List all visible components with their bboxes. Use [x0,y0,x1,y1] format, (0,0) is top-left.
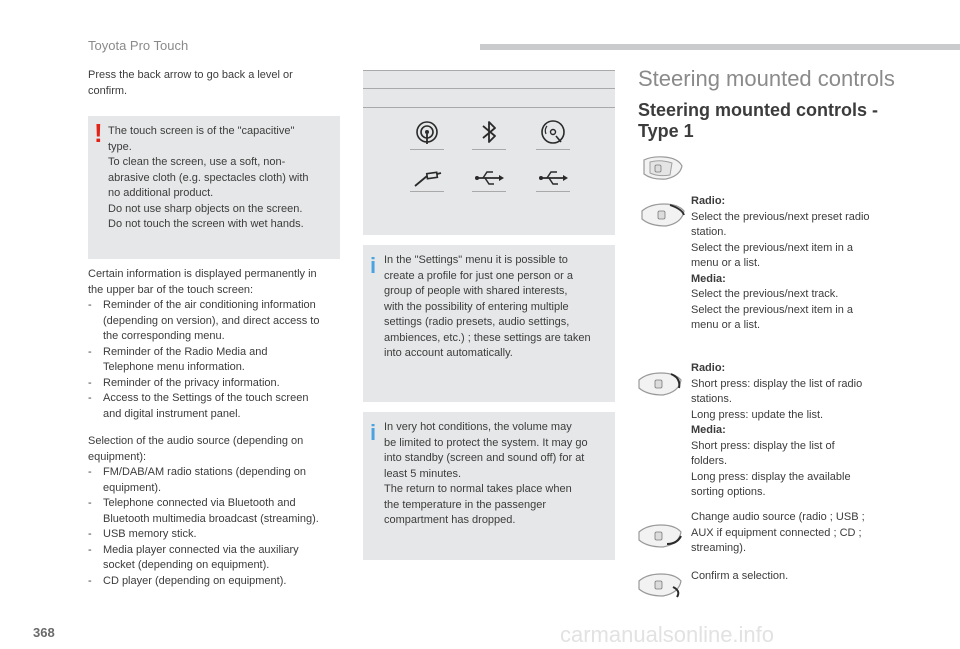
list-dash: - [88,574,92,587]
text-line: into account automatically. [384,347,513,359]
intro-paragraph [88,68,348,99]
section-subtitle [638,100,898,142]
steering-wheel-control-icon [637,522,683,550]
text-line: Select the previous/next item in a [691,241,854,254]
text-line: Press the back arrow to go back a level or [88,69,293,81]
cd-icon [533,114,573,154]
text-line: and digital instrument panel. [103,407,241,420]
usb-icon [469,158,509,198]
list-dash: - [88,392,92,404]
text-line: Media player connected via the auxiliary [103,543,299,556]
control-label: Media: [691,424,726,436]
steering-wheel-control-icon [637,571,683,599]
icon-underline [536,149,570,150]
text-line: Confirm a selection. [691,570,789,582]
icon-underline [410,191,444,192]
text-line: socket (depending on equipment). [103,559,270,571]
list-dash: - [88,345,92,358]
source-screen-illustration [363,70,615,235]
text-line: ambiences, etc.) ; these settings are taken [384,331,591,344]
icon-underline [472,191,506,192]
subtitle-line: Steering mounted controls - [638,100,879,120]
text-line: Telephone menu information. [103,361,245,373]
settings-info-box [363,245,615,402]
audio-source-paragraph [88,434,350,589]
list-dash: - [88,543,92,556]
control-description-3 [691,510,901,557]
text-line: The return to normal takes place when [384,483,572,495]
text-line: the corresponding menu. [103,330,225,342]
text-line: CD player (depending on equipment). [103,574,287,587]
list-item [88,345,348,376]
text-line: The touch screen is of the "capacitive" [108,125,295,137]
header-title: Toyota Pro Touch [88,38,189,53]
text-line: station. [691,226,727,238]
list-item [88,298,348,345]
section-title: Steering mounted controls [638,66,895,91]
text-line: Short press: display the list of [691,439,835,452]
text-line: Selection of the audio source (depending on [88,435,304,447]
text-line: streaming). [691,542,747,554]
text-line: Change audio source (radio ; USB ; [691,511,865,523]
list-item [88,376,348,392]
list-item [88,543,350,574]
text-line: abrasive cloth (e.g. spectacles cloth) with [108,171,309,184]
icon-underline [536,191,570,192]
text-line: AUX if equipment connected ; CD ; [691,526,862,539]
text-line: be limited to protect the system. It may go [384,436,588,449]
text-line: Reminder of the privacy information. [103,376,280,389]
permanent-info-paragraph [88,267,348,422]
text-line: FM/DAB/AM radio stations (depending on [103,466,306,478]
text-line: Bluetooth multimedia broadcast (streaming). [103,512,319,525]
text-line: Certain information is displayed permanently in [88,268,317,280]
list-dash: - [88,299,92,311]
control-label: Radio: [691,362,726,374]
bluetooth-icon [469,114,509,154]
panel-second-band [363,88,615,108]
text-line: Reminder of the air conditioning information [103,299,316,311]
subtitle-line: Type 1 [638,121,694,141]
text-line: Select the previous/next preset radio [691,210,870,223]
control-label: Radio: [691,195,726,207]
text-line: menu or a list. [691,257,761,269]
text-line: Select the previous/next item in a [691,303,854,316]
list-dash: - [88,528,92,540]
warning-text [108,124,336,233]
list-item [88,465,350,496]
text-line: Select the previous/next track. [691,288,839,300]
watermark: carmanualsonline.info [560,622,775,647]
text-line: Telephone connected via Bluetooth and [103,497,296,509]
control-description-4 [691,569,901,585]
usb-icon [533,158,573,198]
text-line: create a profile for just one person or a [384,269,573,282]
text-line: Short press: display the list of radio [691,377,863,390]
text-line: Long press: update the list. [691,408,824,421]
list-dash: - [88,466,92,478]
text-line: with the possibility of entering multiple [384,300,569,313]
text-line: settings (radio presets, audio settings, [384,316,570,328]
info-icon: i [370,253,377,278]
exclamation-warning-icon: ! [94,118,103,148]
steering-wheel-control-icon [640,154,686,182]
header-bar [480,44,960,50]
control-label: Media: [691,272,726,285]
steering-wheel-control-icon [637,370,683,398]
text-line: In very hot conditions, the volume may [384,421,572,433]
text-line: Do not use sharp objects on the screen. [108,202,303,215]
text-line: USB memory stick. [103,528,197,540]
text-line: type. [108,140,132,153]
control-description-2 [691,361,901,501]
text-line: (depending on version), and direct access to [103,314,320,327]
list-item [88,391,348,422]
list-dash: - [88,497,92,509]
text-line: the upper bar of the touch screen: [88,283,254,296]
text-line: Long press: display the available [691,470,851,483]
text-line: menu or a list. [691,319,761,331]
settings-info-text [384,253,614,362]
text-line: least 5 minutes. [384,467,462,480]
text-line: Reminder of the Radio Media and [103,345,268,358]
steering-wheel-control-icon [640,201,686,229]
text-line: folders. [691,455,728,467]
text-line: equipment). [103,481,162,494]
text-line: equipment): [88,450,147,463]
text-line: Do not touch the screen with wet hands. [108,218,304,230]
text-line: into standby (screen and sound off) for at [384,452,585,464]
list-item [88,496,350,527]
panel-top-band [363,70,615,90]
aux-jack-icon [407,160,447,200]
page-number: 368 [33,625,55,640]
text-line: the temperature in the passenger [384,498,547,511]
warning-box [88,116,340,259]
text-line: Access to the Settings of the touch screen [103,392,309,404]
info-icon: i [370,420,377,445]
hot-conditions-info-box [363,412,615,560]
text-line: confirm. [88,84,128,97]
text-line: stations. [691,393,732,405]
text-line: compartment has dropped. [384,514,516,526]
list-item [88,527,350,543]
text-line: no additional product. [108,187,214,199]
icon-underline [472,149,506,150]
list-item [88,574,350,590]
text-line: To clean the screen, use a soft, non- [108,156,286,168]
icon-underline [410,149,444,150]
hot-conditions-info-text [384,420,614,529]
radio-icon [407,114,447,154]
list-dash: - [88,376,92,389]
control-description-1 [691,194,901,334]
text-line: group of people with shared interests, [384,285,568,297]
text-line: sorting options. [691,486,766,498]
text-line: In the "Settings" menu it is possible to [384,254,568,266]
